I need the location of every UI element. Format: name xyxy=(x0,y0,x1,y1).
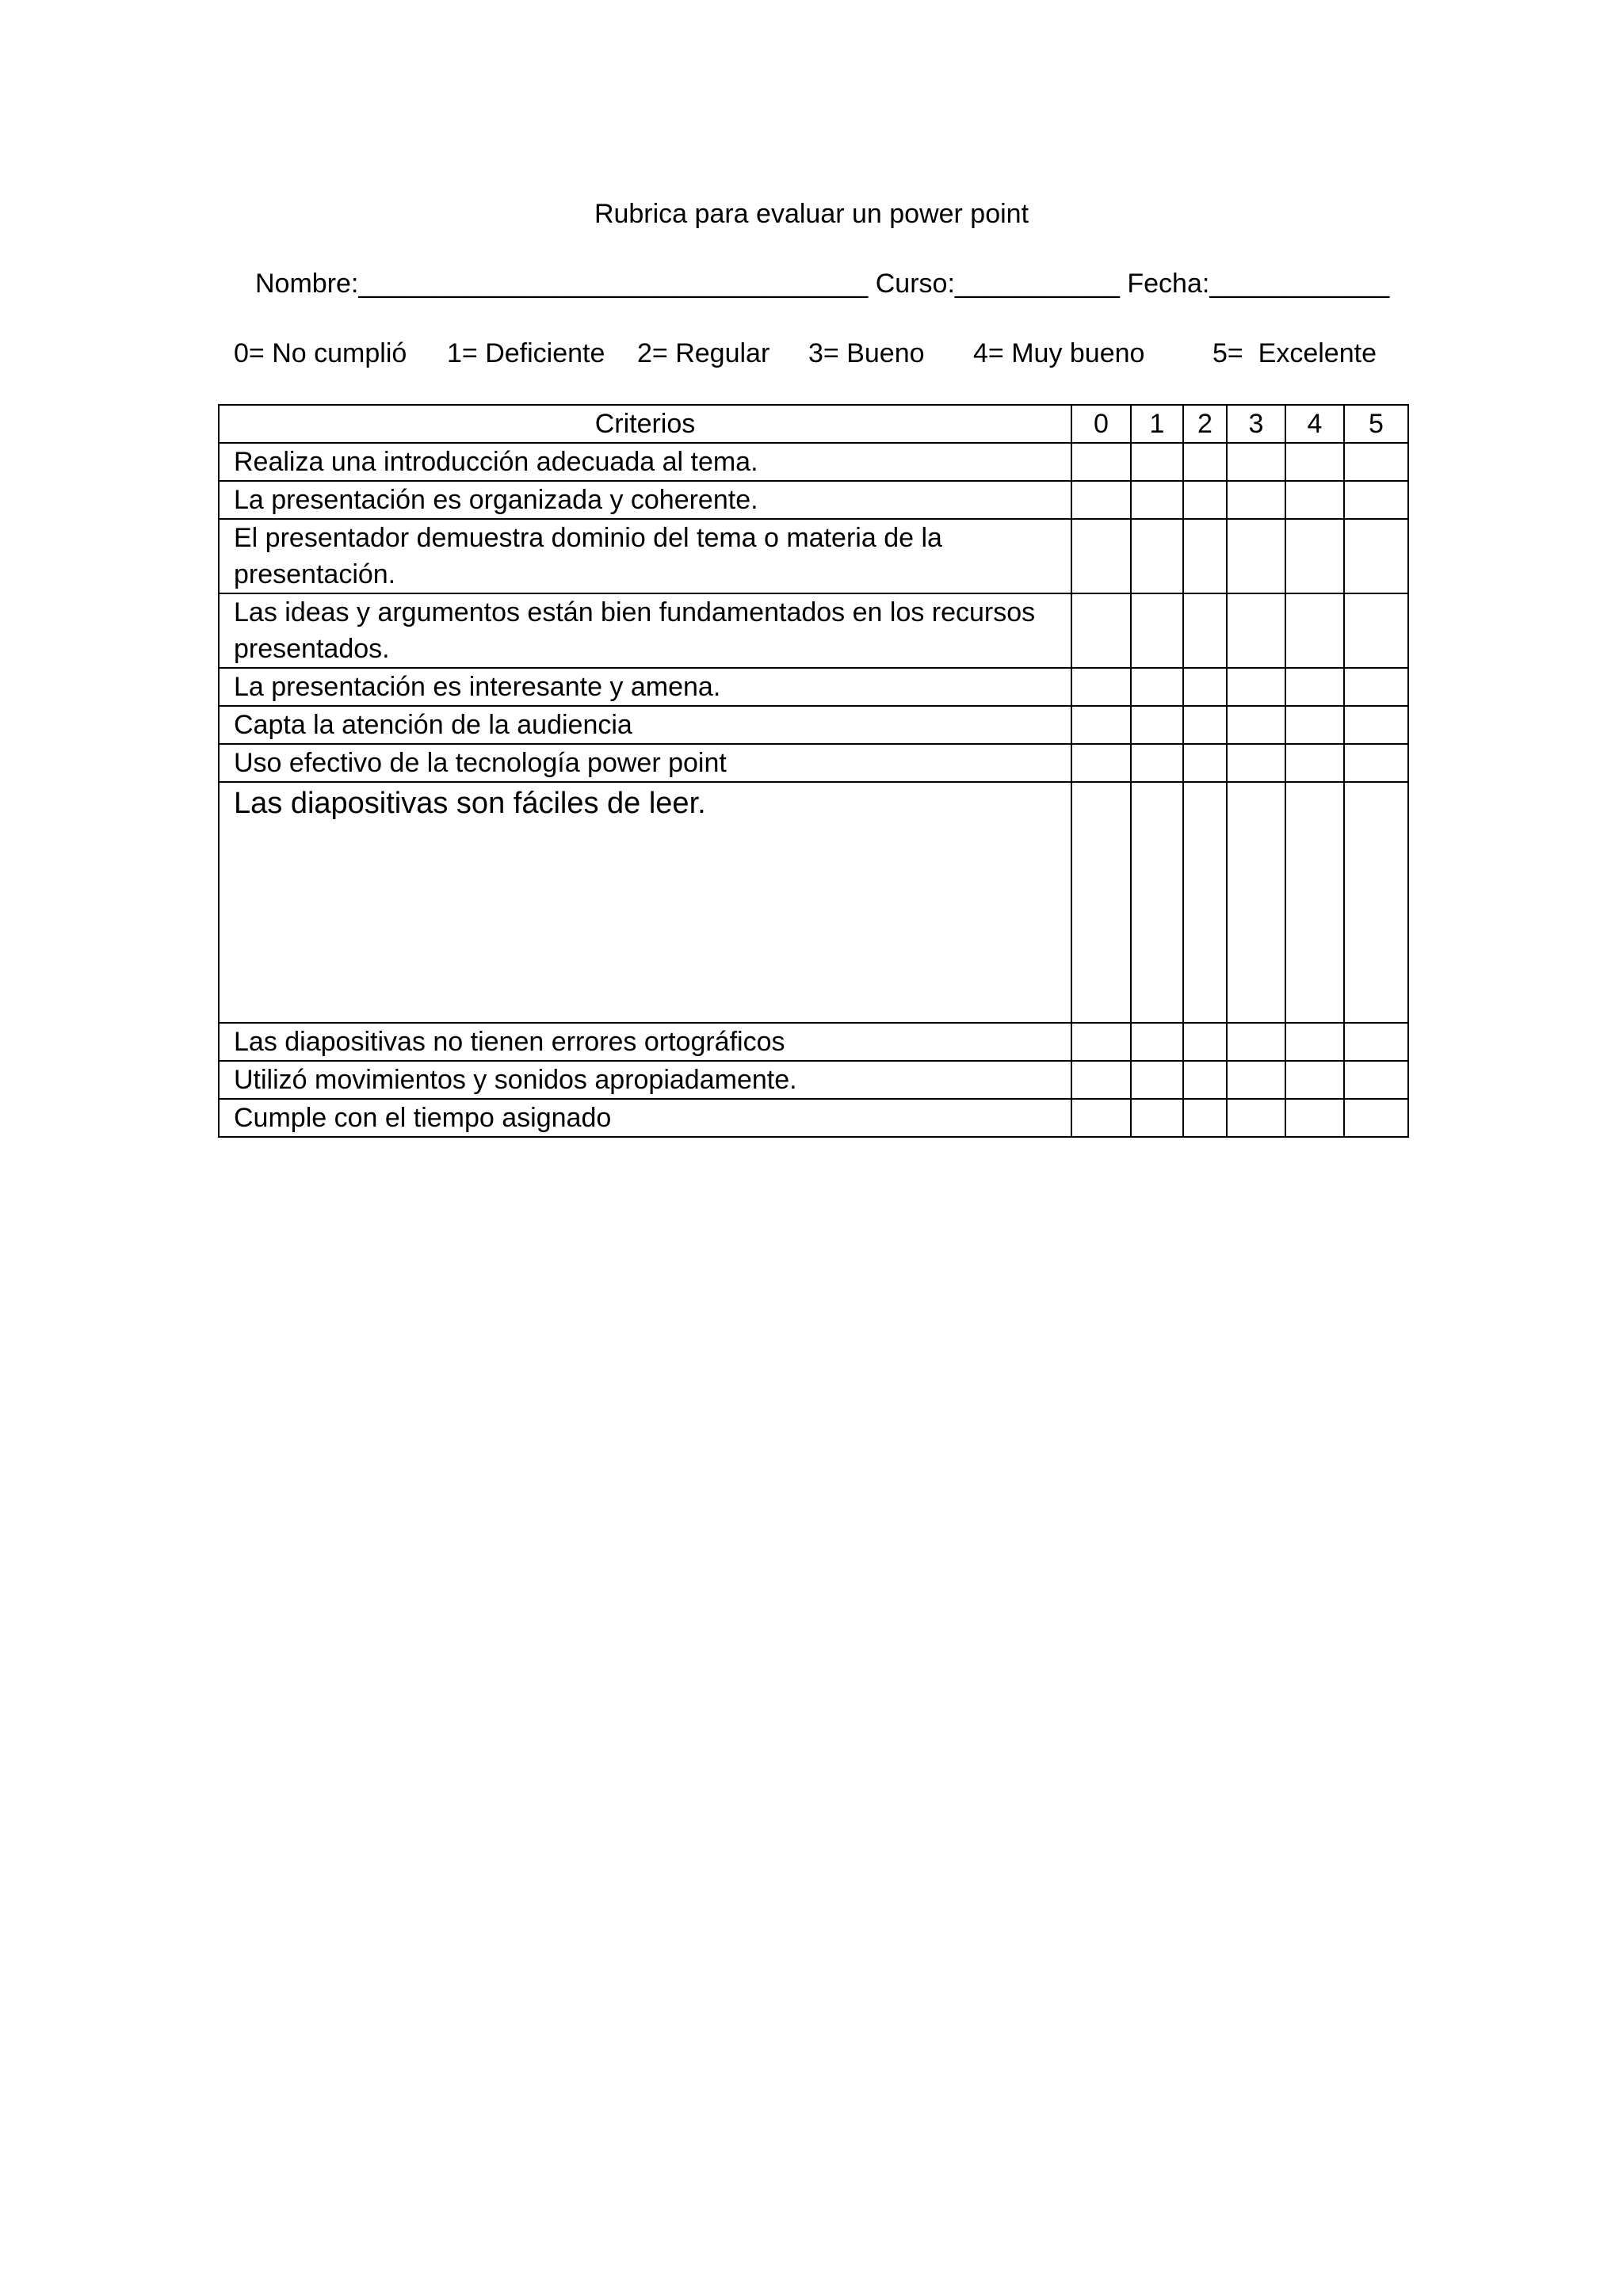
table-row xyxy=(219,782,1408,1023)
rubric-table xyxy=(218,404,1409,1138)
curso-label: Curso: xyxy=(875,269,955,299)
table-row xyxy=(219,706,1408,744)
score-cell[interactable] xyxy=(1227,706,1285,744)
score-cell[interactable] xyxy=(1131,443,1183,481)
score-cell[interactable] xyxy=(1183,668,1227,706)
score-cell[interactable] xyxy=(1131,706,1183,744)
score-cell[interactable] xyxy=(1071,1061,1131,1099)
criterion-cell: La presentación es interesante y amena. xyxy=(219,668,1071,706)
score-cell[interactable] xyxy=(1344,519,1408,593)
score-header-2: 2 xyxy=(1183,405,1227,443)
score-cell[interactable] xyxy=(1285,481,1344,519)
score-header-3: 3 xyxy=(1227,405,1285,443)
score-cell[interactable] xyxy=(1285,706,1344,744)
score-cell[interactable] xyxy=(1285,1061,1344,1099)
score-cell[interactable] xyxy=(1131,481,1183,519)
scale-item-3: 3= Bueno xyxy=(808,338,925,368)
score-cell[interactable] xyxy=(1285,1023,1344,1061)
curso-blank: ___________ xyxy=(954,269,1120,299)
score-cell[interactable] xyxy=(1071,593,1131,668)
criterion-cell: Las ideas y argumentos están bien fundamentados en los recursos presentados. xyxy=(219,593,1071,668)
score-cell[interactable] xyxy=(1344,782,1408,1023)
score-cell[interactable] xyxy=(1131,668,1183,706)
criterion-cell: Capta la atención de la audiencia xyxy=(219,706,1071,744)
document-title: Rubrica para evaluar un power point xyxy=(594,199,1029,229)
criterion-cell: Utilizó movimientos y sonidos apropiadamente. xyxy=(219,1061,1071,1099)
score-cell[interactable] xyxy=(1285,1099,1344,1137)
score-cell[interactable] xyxy=(1183,593,1227,668)
score-cell[interactable] xyxy=(1131,1061,1183,1099)
score-cell[interactable] xyxy=(1071,481,1131,519)
score-cell[interactable] xyxy=(1131,782,1183,1023)
score-cell[interactable] xyxy=(1183,1099,1227,1137)
fecha-blank: ____________ xyxy=(1209,269,1390,299)
score-cell[interactable] xyxy=(1183,481,1227,519)
score-cell[interactable] xyxy=(1344,744,1408,782)
score-cell[interactable] xyxy=(1131,519,1183,593)
table-row xyxy=(219,1023,1408,1061)
criterion-cell: Uso efectivo de la tecnología power point xyxy=(219,744,1071,782)
score-cell[interactable] xyxy=(1227,481,1285,519)
table-row xyxy=(219,668,1408,706)
score-cell[interactable] xyxy=(1344,481,1408,519)
table-row xyxy=(219,593,1408,668)
score-cell[interactable] xyxy=(1227,744,1285,782)
criterion-cell: La presentación es organizada y coherente. xyxy=(219,481,1071,519)
table-row xyxy=(219,519,1408,593)
scale-item-2: 2= Regular xyxy=(637,338,770,368)
score-cell[interactable] xyxy=(1344,1023,1408,1061)
score-cell[interactable] xyxy=(1227,1099,1285,1137)
score-cell[interactable] xyxy=(1344,706,1408,744)
score-cell[interactable] xyxy=(1071,519,1131,593)
scale-item-0: 0= No cumplió xyxy=(234,338,407,368)
score-cell[interactable] xyxy=(1071,782,1131,1023)
score-cell[interactable] xyxy=(1344,593,1408,668)
score-cell[interactable] xyxy=(1183,782,1227,1023)
score-cell[interactable] xyxy=(1344,1061,1408,1099)
score-cell[interactable] xyxy=(1227,519,1285,593)
table-row xyxy=(219,1099,1408,1137)
score-cell[interactable] xyxy=(1071,1099,1131,1137)
scale-item-5: 5= Excelente xyxy=(1212,338,1377,368)
score-cell[interactable] xyxy=(1071,443,1131,481)
score-cell[interactable] xyxy=(1285,519,1344,593)
score-cell[interactable] xyxy=(1227,668,1285,706)
score-cell[interactable] xyxy=(1131,744,1183,782)
criterion-cell: Realiza una introducción adecuada al tema. xyxy=(219,443,1071,481)
scale-item-4: 4= Muy bueno xyxy=(973,338,1145,368)
score-cell[interactable] xyxy=(1227,593,1285,668)
criteria-header: Criterios xyxy=(219,405,1071,443)
table-row xyxy=(219,1061,1408,1099)
score-cell[interactable] xyxy=(1227,782,1285,1023)
score-cell[interactable] xyxy=(1344,1099,1408,1137)
score-cell[interactable] xyxy=(1131,1099,1183,1137)
score-cell[interactable] xyxy=(1071,706,1131,744)
score-cell[interactable] xyxy=(1183,1061,1227,1099)
score-cell[interactable] xyxy=(1285,443,1344,481)
score-cell[interactable] xyxy=(1183,443,1227,481)
score-cell[interactable] xyxy=(1131,1023,1183,1061)
score-cell[interactable] xyxy=(1285,744,1344,782)
score-header-4: 4 xyxy=(1285,405,1344,443)
nombre-label: Nombre: xyxy=(255,269,359,299)
student-info-line xyxy=(255,268,1389,299)
score-cell[interactable] xyxy=(1183,519,1227,593)
criterion-cell: Las diapositivas no tienen errores ortográficos xyxy=(219,1023,1071,1061)
criterion-cell: Cumple con el tiempo asignado xyxy=(219,1099,1071,1137)
score-cell[interactable] xyxy=(1344,443,1408,481)
score-cell[interactable] xyxy=(1183,1023,1227,1061)
score-header-1: 1 xyxy=(1131,405,1183,443)
score-cell[interactable] xyxy=(1071,668,1131,706)
nombre-blank: __________________________________ xyxy=(358,269,869,299)
score-cell[interactable] xyxy=(1071,1023,1131,1061)
score-cell[interactable] xyxy=(1285,668,1344,706)
scale-item-1: 1= Deficiente xyxy=(447,338,605,368)
table-row xyxy=(219,443,1408,481)
score-cell[interactable] xyxy=(1183,744,1227,782)
score-header-0: 0 xyxy=(1071,405,1131,443)
score-header-5: 5 xyxy=(1344,405,1408,443)
table-header-row xyxy=(219,405,1408,443)
scale-legend xyxy=(0,338,1623,369)
criterion-cell: Las diapositivas son fáciles de leer. xyxy=(219,782,1071,1023)
score-cell[interactable] xyxy=(1285,593,1344,668)
score-cell[interactable] xyxy=(1227,1023,1285,1061)
score-cell[interactable] xyxy=(1183,706,1227,744)
table-row xyxy=(219,744,1408,782)
score-cell[interactable] xyxy=(1344,668,1408,706)
score-cell[interactable] xyxy=(1285,782,1344,1023)
score-cell[interactable] xyxy=(1227,443,1285,481)
score-cell[interactable] xyxy=(1071,744,1131,782)
criterion-cell: El presentador demuestra dominio del tema o materia de la presentación. xyxy=(219,519,1071,593)
score-cell[interactable] xyxy=(1131,593,1183,668)
score-cell[interactable] xyxy=(1227,1061,1285,1099)
table-row xyxy=(219,481,1408,519)
fecha-label: Fecha: xyxy=(1127,269,1210,299)
